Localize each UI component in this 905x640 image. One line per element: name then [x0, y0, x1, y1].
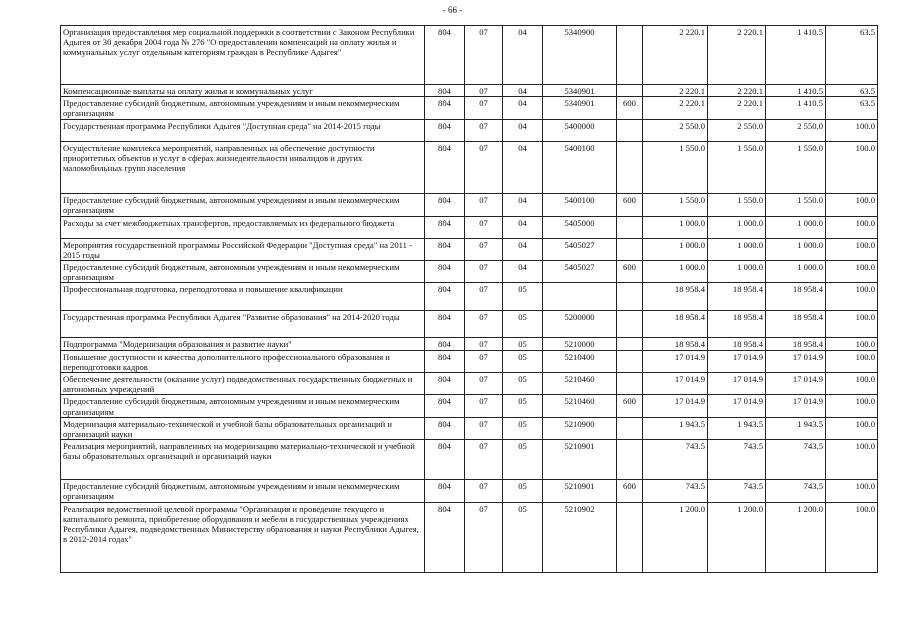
row-name: Государственная программа Республики Адыгея "Развитие образования" на 2014-2020 годы [61, 311, 425, 338]
cell-rz: 07 [465, 238, 503, 260]
cell-rz: 07 [465, 311, 503, 338]
cell-sum-3: 1 550.0 [766, 141, 826, 193]
cell-pr: 05 [503, 283, 543, 311]
cell-sum-3: 17 014.9 [766, 350, 826, 372]
cell-sum-2: 743.5 [708, 480, 766, 502]
cell-pr: 05 [503, 338, 543, 350]
cell-ved: 804 [425, 395, 465, 417]
cell-pr: 04 [503, 193, 543, 216]
table-row [61, 502, 878, 572]
cell-sum-2: 1 000.0 [708, 238, 766, 260]
cell-sum-2: 17 014.9 [708, 395, 766, 417]
page-number: - 66 - [442, 5, 463, 15]
table-row [61, 119, 878, 141]
row-name: Организация предоставления мер социальной поддержки в соответствии с Законом Республики Адыгея от 30 декабря 2004 года № 276 "О предоставлении компенсаций на оплату жилья и коммунальных услуг отдельным категориям граждан в Республике Адыгея" [61, 26, 425, 85]
cell-ved: 804 [425, 417, 465, 439]
cell-csr: 5400000 [543, 119, 617, 141]
cell-vr [617, 338, 643, 350]
row-name: Предоставление субсидий бюджетным, автономным учреждениям и иным некоммерческим организациям [61, 261, 425, 283]
cell-sum-3: 17 014.9 [766, 373, 826, 395]
cell-sum-3: 743.5 [766, 440, 826, 480]
cell-sum-2: 18 958.4 [708, 311, 766, 338]
cell-sum-1: 2 220.1 [643, 97, 708, 119]
cell-rz: 07 [465, 119, 503, 141]
table-row [61, 480, 878, 502]
cell-rz: 07 [465, 141, 503, 193]
cell-sum-3: 17 014.9 [766, 395, 826, 417]
cell-rz: 07 [465, 261, 503, 283]
cell-csr: 5210400 [543, 350, 617, 372]
cell-vr [617, 311, 643, 338]
row-name: Компенсационные выплаты на оплату жилья и коммунальных услуг [61, 85, 425, 97]
cell-csr: 5400100 [543, 193, 617, 216]
cell-pr: 04 [503, 85, 543, 97]
cell-percent: 100.0 [826, 311, 878, 338]
cell-vr: 600 [617, 193, 643, 216]
cell-csr: 5210902 [543, 502, 617, 572]
cell-ved: 804 [425, 216, 465, 238]
cell-sum-2: 2 220.1 [708, 85, 766, 97]
row-name: Предоставление субсидий бюджетным, автономным учреждениям и иным некоммерческим организациям [61, 395, 425, 417]
cell-vr [617, 283, 643, 311]
cell-vr [617, 373, 643, 395]
cell-rz: 07 [465, 216, 503, 238]
table-row [61, 373, 878, 395]
cell-ved: 804 [425, 238, 465, 260]
cell-ved: 804 [425, 311, 465, 338]
cell-csr [543, 283, 617, 311]
cell-vr [617, 26, 643, 85]
cell-sum-1: 17 014.9 [643, 350, 708, 372]
cell-percent: 100.0 [826, 283, 878, 311]
cell-csr: 5405000 [543, 216, 617, 238]
cell-pr: 05 [503, 480, 543, 502]
row-name: Обеспечение деятельности (оказание услуг) подведомственных государственных бюджетных и автономных учреждений [61, 373, 425, 395]
cell-csr: 5210901 [543, 440, 617, 480]
cell-vr: 600 [617, 261, 643, 283]
cell-pr: 05 [503, 350, 543, 372]
cell-percent: 100.0 [826, 395, 878, 417]
cell-vr [617, 141, 643, 193]
table-row [61, 216, 878, 238]
cell-sum-3: 18 958.4 [766, 311, 826, 338]
cell-sum-2: 1 000.0 [708, 261, 766, 283]
table-row [61, 261, 878, 283]
cell-sum-3: 18 958.4 [766, 283, 826, 311]
cell-csr: 5210460 [543, 395, 617, 417]
cell-sum-1: 18 958.4 [643, 311, 708, 338]
row-name: Предоставление субсидий бюджетным, автономным учреждениям и иным некоммерческим организациям [61, 97, 425, 119]
table-row [61, 440, 878, 480]
cell-sum-2: 1 550.0 [708, 141, 766, 193]
cell-ved: 804 [425, 141, 465, 193]
cell-percent: 100.0 [826, 216, 878, 238]
cell-percent: 100.0 [826, 373, 878, 395]
cell-ved: 804 [425, 350, 465, 372]
cell-vr [617, 238, 643, 260]
cell-pr: 05 [503, 440, 543, 480]
cell-sum-3: 18 958.4 [766, 338, 826, 350]
cell-csr: 5210900 [543, 417, 617, 439]
cell-sum-1: 1 000.0 [643, 216, 708, 238]
cell-pr: 04 [503, 141, 543, 193]
cell-sum-2: 17 014.9 [708, 373, 766, 395]
cell-sum-1: 1 550.0 [643, 141, 708, 193]
cell-percent: 100.0 [826, 119, 878, 141]
cell-pr: 04 [503, 119, 543, 141]
cell-pr: 05 [503, 311, 543, 338]
cell-percent: 100.0 [826, 193, 878, 216]
row-name: Мероприятия государственной программы Российской Федерации "Доступная среда" на 2011 - 2015 годы [61, 238, 425, 260]
table-body [61, 26, 878, 573]
cell-sum-1: 2 220.1 [643, 26, 708, 85]
cell-percent: 63.5 [826, 85, 878, 97]
cell-pr: 04 [503, 97, 543, 119]
cell-ved: 804 [425, 261, 465, 283]
cell-vr [617, 216, 643, 238]
cell-ved: 804 [425, 119, 465, 141]
cell-sum-3: 1 000.0 [766, 216, 826, 238]
cell-sum-2: 1 200.0 [708, 502, 766, 572]
table-row [61, 26, 878, 85]
cell-sum-3: 1 000.0 [766, 238, 826, 260]
cell-pr: 05 [503, 395, 543, 417]
table-row [61, 97, 878, 119]
cell-sum-1: 1 943.5 [643, 417, 708, 439]
table-row [61, 417, 878, 439]
cell-rz: 07 [465, 193, 503, 216]
cell-sum-3: 743.5 [766, 480, 826, 502]
cell-vr: 600 [617, 480, 643, 502]
cell-sum-1: 743.5 [643, 480, 708, 502]
cell-csr: 5210000 [543, 338, 617, 350]
cell-ved: 804 [425, 97, 465, 119]
cell-pr: 04 [503, 261, 543, 283]
cell-rz: 07 [465, 97, 503, 119]
cell-sum-2: 2 220.1 [708, 26, 766, 85]
cell-sum-3: 2 550.0 [766, 119, 826, 141]
cell-percent: 100.0 [826, 350, 878, 372]
cell-pr: 04 [503, 26, 543, 85]
cell-ved: 804 [425, 502, 465, 572]
cell-percent: 100.0 [826, 502, 878, 572]
cell-sum-1: 18 958.4 [643, 283, 708, 311]
cell-sum-2: 1 943.5 [708, 417, 766, 439]
cell-ved: 804 [425, 480, 465, 502]
table-row [61, 238, 878, 260]
cell-ved: 804 [425, 338, 465, 350]
cell-rz: 07 [465, 480, 503, 502]
cell-rz: 07 [465, 26, 503, 85]
cell-sum-2: 1 000.0 [708, 216, 766, 238]
row-name: Повышение доступности и качества дополнительного профессионального образования и переподготовки кадров [61, 350, 425, 372]
cell-rz: 07 [465, 85, 503, 97]
cell-ved: 804 [425, 283, 465, 311]
cell-sum-1: 17 014.9 [643, 395, 708, 417]
budget-table [60, 25, 878, 573]
cell-rz: 07 [465, 440, 503, 480]
table-row [61, 85, 878, 97]
cell-sum-2: 18 958.4 [708, 338, 766, 350]
table-row [61, 141, 878, 193]
cell-sum-1: 1 000.0 [643, 238, 708, 260]
cell-csr: 5340901 [543, 85, 617, 97]
cell-sum-2: 2 220.1 [708, 97, 766, 119]
row-name: Реализация мероприятий, направленных на модернизацию материально-технической и учебной базы образовательных организаций и организаций науки [61, 440, 425, 480]
cell-sum-2: 1 550.0 [708, 193, 766, 216]
cell-sum-3: 1 200.0 [766, 502, 826, 572]
cell-ved: 804 [425, 193, 465, 216]
cell-percent: 100.0 [826, 238, 878, 260]
row-name: Предоставление субсидий бюджетным, автономным учреждениям и иным некоммерческим организациям [61, 193, 425, 216]
cell-rz: 07 [465, 338, 503, 350]
row-name: Осуществление комплекса мероприятий, направленных на обеспечение доступности приоритетных объектов и услуг в сферах жизнедеятельности инвалидов и других маломобильных групп населения [61, 141, 425, 193]
cell-sum-3: 1 410.5 [766, 85, 826, 97]
cell-percent: 100.0 [826, 417, 878, 439]
cell-sum-1: 2 550.0 [643, 119, 708, 141]
cell-csr: 5405027 [543, 261, 617, 283]
cell-vr [617, 502, 643, 572]
cell-pr: 04 [503, 216, 543, 238]
cell-sum-3: 1 000.0 [766, 261, 826, 283]
cell-rz: 07 [465, 417, 503, 439]
row-name: Профессиональная подготовка, переподготовка и повышение квалификации [61, 283, 425, 311]
cell-sum-2: 2 550.0 [708, 119, 766, 141]
row-name: Предоставление субсидий бюджетным, автономным учреждениям и иным некоммерческим организациям [61, 480, 425, 502]
cell-sum-2: 18 958.4 [708, 283, 766, 311]
cell-percent: 100.0 [826, 261, 878, 283]
cell-csr: 5405027 [543, 238, 617, 260]
cell-sum-1: 743.5 [643, 440, 708, 480]
cell-sum-1: 2 220.1 [643, 85, 708, 97]
cell-sum-3: 1 410.5 [766, 26, 826, 85]
cell-rz: 07 [465, 283, 503, 311]
cell-sum-1: 17 014.9 [643, 373, 708, 395]
cell-csr: 5400100 [543, 141, 617, 193]
cell-pr: 05 [503, 373, 543, 395]
row-name: Расходы за счет межбюджетных трансфертов, предоставляемых из федерального бюджета [61, 216, 425, 238]
cell-ved: 804 [425, 26, 465, 85]
cell-vr [617, 350, 643, 372]
cell-sum-3: 1 943.5 [766, 417, 826, 439]
cell-pr: 05 [503, 502, 543, 572]
cell-sum-1: 18 958.4 [643, 338, 708, 350]
cell-rz: 07 [465, 350, 503, 372]
row-name: Подпрограмма "Модернизация образования и развитие науки" [61, 338, 425, 350]
cell-vr [617, 85, 643, 97]
row-name: Реализация ведомственной целевой программы "Организация и проведение текущего и капитального ремонта, приобретение оборудования и мебели в государственных учреждениях Республики Адыгея, подведомственных Министерству образования и науки Республики Адыгея, в 2012-2014 годах" [61, 502, 425, 572]
cell-rz: 07 [465, 395, 503, 417]
table-row [61, 395, 878, 417]
cell-csr: 5200000 [543, 311, 617, 338]
table-row [61, 283, 878, 311]
cell-percent: 100.0 [826, 338, 878, 350]
cell-percent: 100.0 [826, 480, 878, 502]
table-row [61, 350, 878, 372]
row-name: Модернизация материально-технической и учебной базы образовательных организаций и организаций науки [61, 417, 425, 439]
cell-csr: 5340901 [543, 97, 617, 119]
row-name: Государственная программа Республики Адыгея "Доступная среда" на 2014-2015 годы [61, 119, 425, 141]
cell-csr: 5340900 [543, 26, 617, 85]
table-row [61, 338, 878, 350]
cell-percent: 100.0 [826, 141, 878, 193]
table-row [61, 311, 878, 338]
cell-vr [617, 440, 643, 480]
cell-percent: 63.5 [826, 26, 878, 85]
cell-sum-3: 1 550.0 [766, 193, 826, 216]
cell-sum-1: 1 000.0 [643, 261, 708, 283]
cell-pr: 04 [503, 238, 543, 260]
cell-pr: 05 [503, 417, 543, 439]
cell-sum-2: 17 014.9 [708, 350, 766, 372]
cell-csr: 5210901 [543, 480, 617, 502]
cell-ved: 804 [425, 85, 465, 97]
cell-ved: 804 [425, 373, 465, 395]
cell-sum-1: 1 550.0 [643, 193, 708, 216]
cell-sum-1: 1 200.0 [643, 502, 708, 572]
cell-vr [617, 417, 643, 439]
cell-ved: 804 [425, 440, 465, 480]
cell-percent: 100.0 [826, 440, 878, 480]
table-row [61, 193, 878, 216]
cell-rz: 07 [465, 373, 503, 395]
cell-sum-2: 743.5 [708, 440, 766, 480]
cell-vr [617, 119, 643, 141]
cell-percent: 63.5 [826, 97, 878, 119]
cell-sum-3: 1 410.5 [766, 97, 826, 119]
cell-vr: 600 [617, 395, 643, 417]
cell-csr: 5210460 [543, 373, 617, 395]
cell-rz: 07 [465, 502, 503, 572]
cell-vr: 600 [617, 97, 643, 119]
